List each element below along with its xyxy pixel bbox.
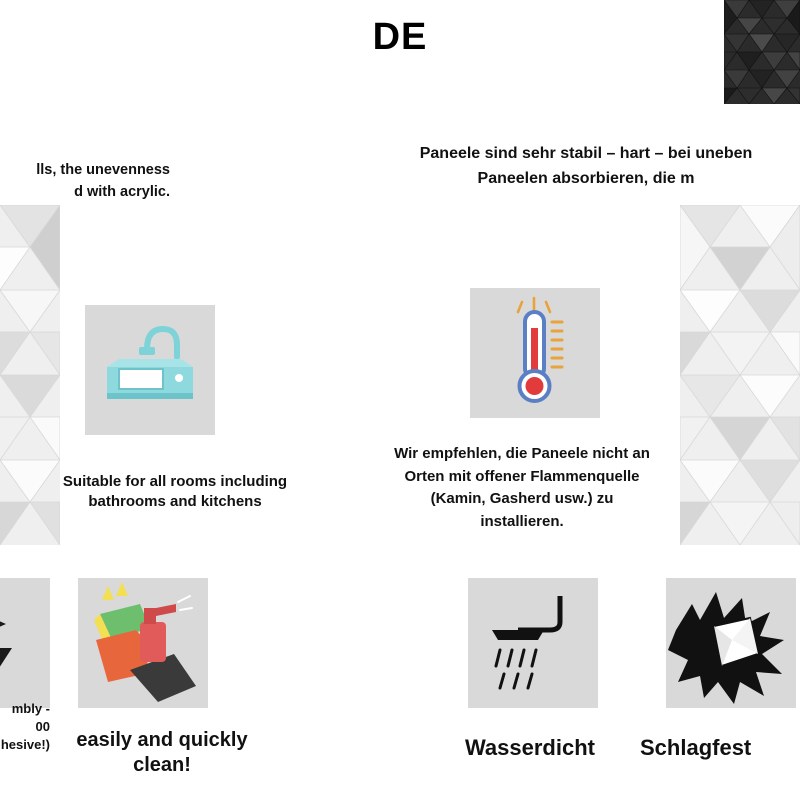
hammer-impact-icon	[666, 578, 796, 708]
shower-waterproof-icon	[468, 578, 598, 708]
caption-waterproof: Wasserdicht	[464, 735, 595, 760]
headline-right	[356, 142, 800, 192]
dark-3d-panel-sample	[724, 0, 800, 104]
page-title: DE	[372, 16, 428, 58]
thermometer-heat-icon	[470, 288, 600, 418]
assembly-icon	[0, 578, 50, 708]
caption-suitable-rooms: Suitable for all rooms including bathrooms and kitchens	[62, 473, 288, 511]
caption-impact-resistant: Schlagfest	[640, 735, 752, 760]
headline-right-line1: Paneele sind sehr stabil – hart – bei uneben	[419, 145, 753, 162]
headline-right-line2: Paneelen absorbieren, die m	[477, 169, 695, 187]
caption-assembly-line1: mbly -	[11, 701, 50, 716]
caption-assembly	[0, 700, 50, 755]
headline-left	[0, 160, 170, 204]
caption-flame-warning: Wir empfehlen, die Paneele nicht an Orten mit offener Flammenquelle (Kamin, Gasherd usw.) zu installieren.	[394, 445, 650, 530]
spray-bottle-cleaning-icon	[78, 578, 208, 708]
headline-left-line1: lls, the unevenness	[36, 162, 170, 178]
caption-assembly-line2: 00	[35, 719, 50, 735]
sink-faucet-icon	[85, 305, 215, 435]
caption-easy-clean: easily and quickly clean!	[76, 729, 248, 776]
headline-left-line2: d with acrylic.	[74, 183, 170, 200]
caption-assembly-line3: hesive!)	[0, 737, 50, 753]
white-3d-panel-texture-right	[680, 205, 800, 545]
